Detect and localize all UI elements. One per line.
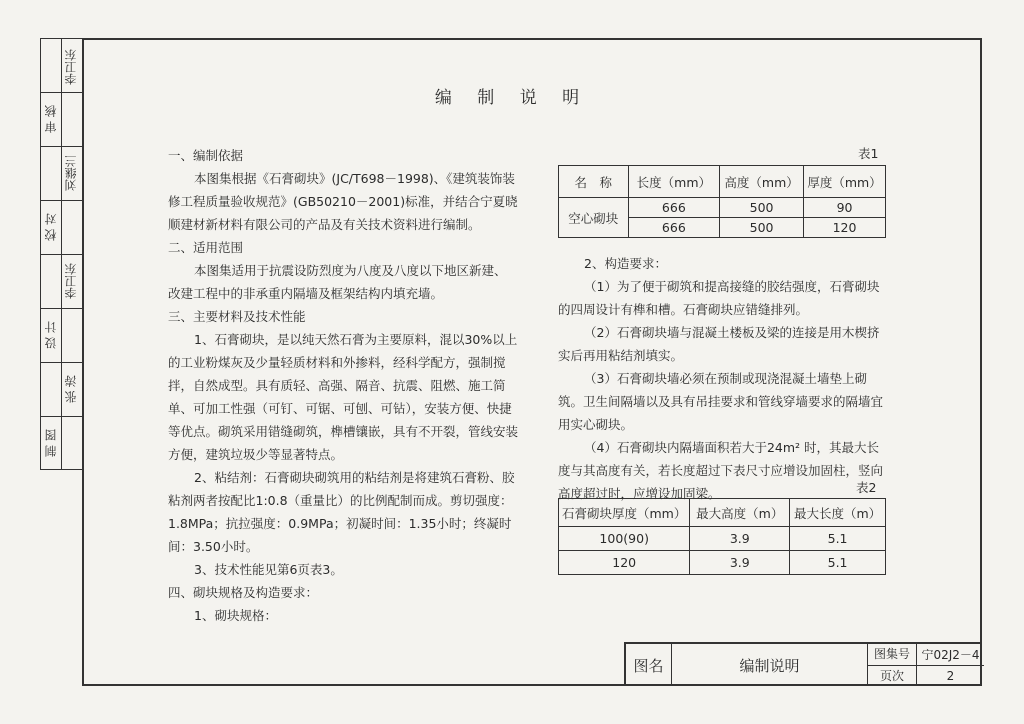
table2-caption: 表2 xyxy=(856,480,877,495)
strip-text: 审 核 xyxy=(44,105,58,133)
section-heading-1: 一、编制依据 xyxy=(168,148,244,163)
strip-text: 设 计 xyxy=(44,321,58,349)
title-block-meta xyxy=(868,644,984,686)
section-heading-2: 二、适用范围 xyxy=(168,240,244,255)
section-text-1: 本图集根据《石膏砌块》(JC/T698－1998)、《建筑装饰装修工程质量验收规范》(GB50210－2001)标准，并结合宁夏晓顺建材新材料有限公司的产品及有关技术资料进行编制。 xyxy=(168,171,518,232)
page-number: 2 xyxy=(946,669,955,683)
strip-cell-8 xyxy=(41,417,82,471)
right-column xyxy=(558,252,888,505)
section-heading-4: 四、砌块规格及构造要求： xyxy=(168,585,319,600)
table-1 xyxy=(558,165,886,238)
requirement-1: （1）为了便于砌筑和提高接缝的胶结强度，石膏砌块的四周设计有榫和槽。石膏砌块应错缝排列。 xyxy=(558,279,880,317)
section-text-2: 本图集适用于抗震设防烈度为八度及八度以下地区新建、改建工程中的非承重内隔墙及框架结构内填充墙。 xyxy=(168,263,507,301)
strip-text: 校 对 xyxy=(44,213,58,241)
strip-cell-3 xyxy=(41,147,82,201)
requirement-4: （4）石膏砌块内隔墙面积若大于24m² 时，其最大长度与其高度有关，若长度超过下表尺寸应增设加固柱，竖向高度超过时，应增设加固梁。 xyxy=(558,440,884,501)
strip-text: 制 图 xyxy=(44,429,58,457)
table1-cell: 空心砌块 xyxy=(559,198,629,238)
set-label: 图集号 xyxy=(868,644,917,665)
strip-cell-6 xyxy=(41,309,82,363)
table1-header: 名 称 xyxy=(559,166,629,198)
section-text-6: 1、砌块规格： xyxy=(194,608,277,623)
strip-cell-5 xyxy=(41,255,82,309)
table1-header: 厚度（mm） xyxy=(804,166,886,198)
strip-text: 李卫东 xyxy=(64,263,78,299)
section-text-4: 2、粘结剂：石膏砌块砌筑用的粘结剂是将建筑石膏粉、胶粘剂两者按配比1:0.8（重量比）的比例配制而成。剪切强度：1.8MPa；抗拉强度：0.9MPa；初凝时间：1.35小时；终凝时间：3.50小时。 xyxy=(168,470,515,554)
table2-cell: 5.1 xyxy=(790,527,886,551)
title-block-name-label: 图名 xyxy=(626,644,672,686)
strip-cell-7 xyxy=(41,363,82,417)
table-2 xyxy=(558,498,886,575)
requirements-heading: 2、构造要求： xyxy=(584,256,667,271)
table2-cell: 3.9 xyxy=(690,527,790,551)
table1-cell: 666 xyxy=(628,198,720,218)
table1-cell: 90 xyxy=(804,198,886,218)
page-label: 页次 xyxy=(868,666,917,686)
table2-header: 最大长度（m） xyxy=(790,499,886,527)
table1-caption: 表1 xyxy=(858,146,879,161)
section-text-3: 1、石膏砌块，是以纯天然石膏为主要原料，混以30%以上的工业粉煤灰及少量轻质材料和外掺料，经科学配方，强制搅拌，自然成型。具有质轻、高强、隔音、抗震、阻燃、施工简单、可加工性强（可钉、可锯、可刨、可钻），安装方便、快捷等优点。砌筑采用错缝砌筑，榫槽镶嵌，具有不开裂，管线安装方便，建筑垃圾少等显著特点。 xyxy=(168,332,519,462)
table1-cell: 666 xyxy=(628,218,720,238)
section-heading-3: 三、主要材料及技术性能 xyxy=(168,309,306,324)
strip-text: 刘继兰 xyxy=(64,155,78,191)
table1-cell: 500 xyxy=(720,218,804,238)
requirement-2: （2）石膏砌块墙与混凝土楼板及梁的连接是用木楔挤实后再用粘结剂填实。 xyxy=(558,325,880,363)
table2-header: 最大高度（m） xyxy=(690,499,790,527)
table2-cell: 100(90) xyxy=(559,527,690,551)
table2-cell: 5.1 xyxy=(790,551,886,575)
table1-cell: 500 xyxy=(720,198,804,218)
set-number: 宁02J2－4 xyxy=(921,648,980,662)
table1-cell: 120 xyxy=(804,218,886,238)
strip-cell-4 xyxy=(41,201,82,255)
page-title: 编 制 说 明 xyxy=(434,88,590,108)
strip-text: 张 涛 xyxy=(64,375,78,403)
table2-cell: 3.9 xyxy=(690,551,790,575)
table2-cell: 120 xyxy=(559,551,690,575)
title-block-name: 编制说明 xyxy=(672,644,868,686)
requirement-3: （3）石膏砌块墙必须在预制或现浇混凝土墙垫上砌筑。卫生间隔墙以及具有吊挂要求和管线穿墙要求的隔墙宜用实心砌块。 xyxy=(558,371,884,432)
title-block-set-row xyxy=(868,644,984,666)
title-block-page-row xyxy=(868,666,984,686)
table1-header: 长度（mm） xyxy=(628,166,720,198)
left-column xyxy=(168,144,518,627)
strip-text: 李卫东 xyxy=(64,49,78,85)
title-block xyxy=(624,642,982,686)
section-text-5: 3、技术性能见第6页表3。 xyxy=(194,562,343,577)
table1-header: 高度（mm） xyxy=(720,166,804,198)
table2-header: 石膏砌块厚度（mm） xyxy=(559,499,690,527)
